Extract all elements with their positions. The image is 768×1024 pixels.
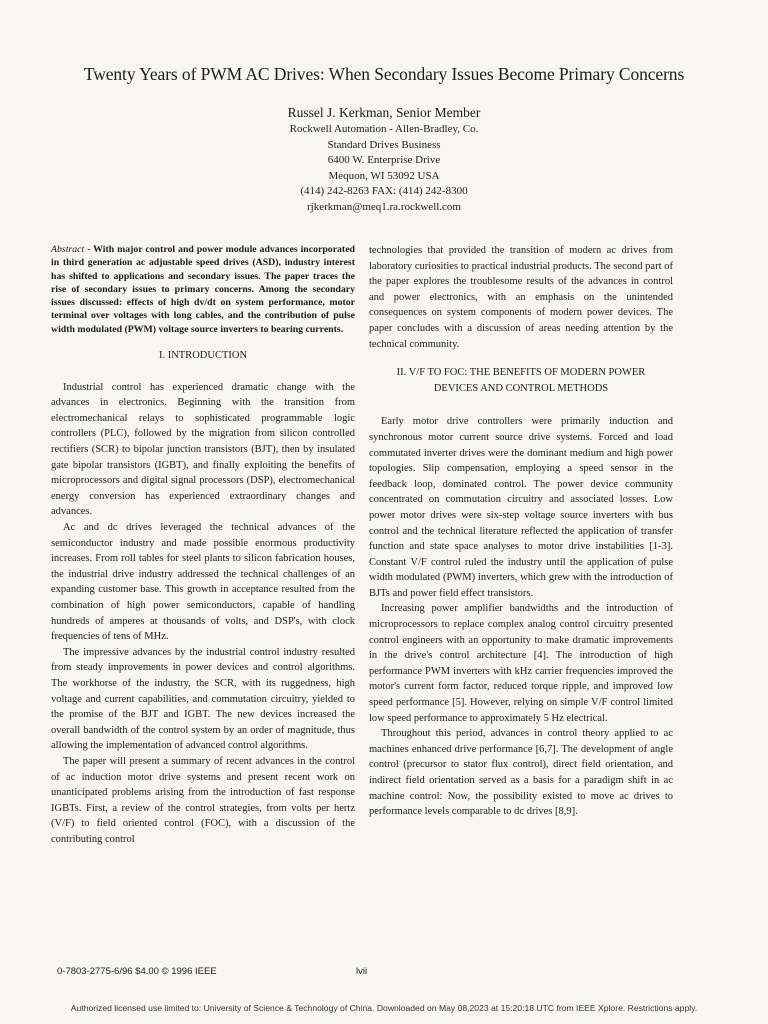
abstract-text: - With major control and power module advances incorporated in third generation ac adjustable speed drives (ASD), industry interest has shifted to applications and secondary issues. The paper traces the rise of secondary issues to primary concerns. Among the secondary issues discussed: effects of high dv/dt on system performance, motor terminal over voltages with long cables, and the contribution of pulse width modulated (PWM) voltage source inverters to bearing currents. (51, 244, 355, 335)
section-heading-line: DEVICES AND CONTROL METHODS (433, 382, 609, 394)
body-paragraph: The impressive advances by the industrial control industry resulted from steady improvements in power devices and control algorithms. The workhorse of the industry, the SCR, with its ruggedness, high voltage and current capabilities, and commutation circuitry, yielded to the promise of the BJT and IGBT. The new devices increased the overall bandwidth of the control system by an order of magnitude, thus allowing the implementation of advanced control algorithms. (51, 646, 355, 752)
abstract (51, 243, 355, 336)
body-paragraph: Industrial control has experienced dramatic change with the advances in electronics. Beginning with the transition from electromechanical relays to sophisticated programmable logic controllers (PLC), followed by the migration from silicon controlled rectifiers (SCR) to bipolar junction transistors (BJT), then by insulated gate bipolar transistors (IGBT), and finally exploiting the benefits of microprocessors and digital signal processors (DSP), electromechanical energy conversion has experienced extraordinary changes and advances. (51, 381, 355, 518)
affiliation-line: 6400 W. Enterprise Drive (327, 154, 441, 167)
left-column (51, 243, 355, 847)
section-heading-line: II. V/F TO FOC: THE BENEFITS OF MODERN POWER (396, 367, 646, 379)
body-paragraph: Increasing power amplifier bandwidths and the introduction of microprocessors to replace complex analog control circuitry presented control engineers with an opportunity to make dramatic improvements in the drive's control architecture [4]. The introduction of high performance PWM inverters with kHz carrier frequencies improved the motor's current form factor, reduced torque ripple, and improved low speed performance [5]. However, relying on simple V/F control limited low speed performance to approximately 5 Hz electrical. (369, 603, 673, 724)
author-email: rjkerkman@meq1.ra.rockwell.com (307, 200, 461, 213)
right-column (369, 243, 673, 820)
copyright-line: 0-7803-2775-6/96 $4.00 © 1996 IEEE (57, 966, 217, 977)
affiliation-line: Mequon, WI 53092 USA (328, 169, 440, 182)
affiliation-line: Rockwell Automation - Allen-Bradley, Co. (289, 123, 479, 135)
author-name: Russel J. Kerkman, Senior Member (287, 105, 481, 120)
body-paragraph-continued: technologies that provided the transition of modern ac drives from laboratory curiosities to practical industrial products. The second part of the paper explores the troublesome results of the advances in control and power electronics, with an emphasis on the unintended consequences on system components of modern power devices. The paper concludes with a discussion of areas needing attention by the technical community. (369, 245, 673, 350)
paper-title: Twenty Years of PWM AC Drives: When Secondary Issues Become Primary Concerns (83, 64, 685, 84)
license-notice: Authorized licensed use limited to: University of Science & Technology of China. Downloaded on May 08,2023 at 15:20:18 UTC from IEEE Xplore. Restrictions apply. (70, 1003, 698, 1013)
body-paragraph: The paper will present a summary of recent advances in the control of ac induction motor drive systems and present recent work on unanticipated problems arising from the introduction of fast response IGBTs. First, a review of the control strategies, from volts per hertz (V/F) to field oriented control (FOC), with a discussion of the contributing control (51, 755, 355, 845)
abstract-label: Abstract (51, 244, 85, 255)
section-heading-vf-to-foc (369, 365, 673, 396)
author-block (0, 104, 768, 216)
affiliation-line: Standard Drives Business (327, 138, 441, 151)
phone-fax-line: (414) 242-8263 FAX: (414) 242-8300 (300, 185, 468, 198)
section-heading-introduction: I. INTRODUCTION (158, 350, 248, 362)
body-paragraph: Ac and dc drives leveraged the technical advances of the semiconductor industry and made possible enormous productivity increases. From roll tables for steel plants to silicon fabrication houses, the industrial drive industry addressed the technical challenges of an expanding customer base. This growth in acceptance resulted from the combination of high power semiconductors, capable of handling hundreds of amperes at thousands of volts, and DSP's, with clock frequencies of tens of MHz. (51, 522, 355, 643)
body-paragraph: Throughout this period, advances in control theory applied to ac machines enhanced drive performance [6,7]. The development of angle control (precursor to stator flux control), direct field orientation, and indirect field orientation served as a basis for a paradigm shift in ac machine control: Now, the possibility existed to move ac drives to performance levels comparable to dc drives [8,9]. (369, 728, 673, 818)
page-number: lvii (356, 966, 368, 977)
body-paragraph: Early motor drive controllers were primarily induction and synchronous motor current source drive systems. Forced and load commutated inverter drives were the dominant medium and high power topologies. Slip compensation, employing a speed sensor in the feedback loop, dominated control. The power device community concentrated on commutation circuitry and associated losses. Low power motor drives were six-step voltage source inverters with bus control and the technical literature reflected the application of transfer function and state space analyses to motor drive instabilities [1-3]. Constant V/F control ruled the industry until the application of pulse width modulated (PWM) inverters, which grew with the introduction of BJTs and power field effect transistors. (369, 416, 673, 599)
